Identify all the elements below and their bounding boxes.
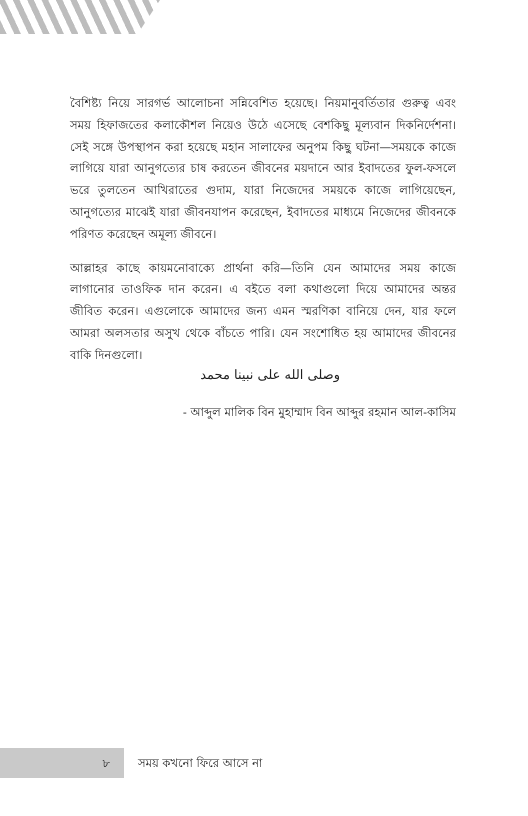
page-number: ৮ xyxy=(102,756,110,770)
author-signature: - আব্দুল মালিক বিন মুহাম্মাদ বিন আব্দুর রহমান আল-কাসিম xyxy=(182,405,456,419)
arabic-blessing: وصلى الله على نبينا محمد xyxy=(200,368,340,383)
paragraph: আল্লাহর কাছে কায়মনোবাক্যে প্রার্থনা করি—তিনি যেন আমাদের সময় কাজে লাগানোর তাওফিক দান করেন। এ বইতে বলা কথাগুলো দিয়ে আমাদের অন্তর জীবিত করেন। এগুলোকে আমাদের জন্য এমন স্মরণিকা বানিয়ে দেন, যার ফলে আমরা অলসতার অসুখ থেকে বাঁচতে পারি। যেন সংশোধিত হয় আমাদের জীবনের বাকি দিনগুলো। xyxy=(70,260,456,362)
body-text xyxy=(70,93,456,379)
decorative-stripes xyxy=(0,0,160,34)
paragraph: বৈশিষ্ট্য নিয়ে সারগর্ভ আলোচনা সন্নিবেশিত হয়েছে। নিয়মানুবর্তিতার গুরুত্ব এবং সময় হিফাজতের কলাকৌশল নিয়েও উঠে এসেছে বেশকিছু মূল্যবান দিকনির্দেশনা। সেই সঙ্গে উপস্থাপন করা হয়েছে মহান সালাফের অনুপম কিছু ঘটনা—সময়কে কাজে লাগিয়ে যারা আনুগত্যের চাষ করতেন জীবনের ময়দানে আর ইবাদতের ফুল-ফসলে ভরে তুলতেন আখিরাতের গুদাম, যারা নিজেদের সময়কে কাজে লাগিয়েছেন, আনুগত্যের মাঝেই যারা জীবনযাপন করেছেন, ইবাদতের মাধ্যমে নিজেদের জীবনকে পরিণত করেছেন অমূল্য জীবনে। xyxy=(70,96,456,241)
book-title: সময় কখনো ফিরে আসে না xyxy=(138,756,263,770)
